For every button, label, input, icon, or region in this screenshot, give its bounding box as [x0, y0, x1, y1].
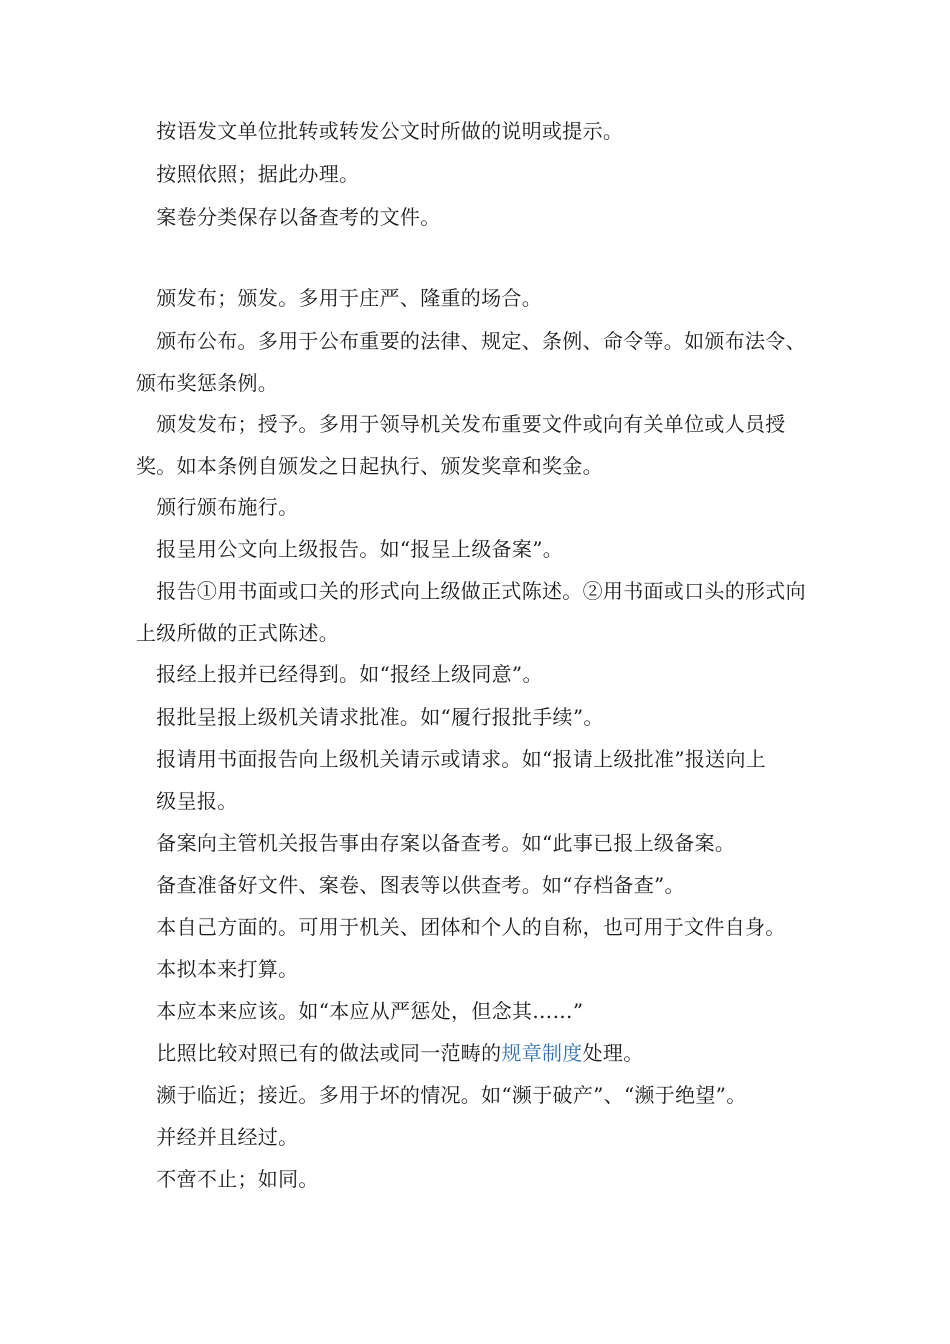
paragraph-bingjing: 并经并且经过。 — [136, 1125, 299, 1149]
paragraph-buchi: 不啻不止；如同。 — [136, 1167, 319, 1191]
paragraph-banfa: 颁发发布；授予。多用于领导机关发布重要文件或向有关单位或人员授奖。如本条例自颁发之日起执行、颁发奖章和奖金。 — [136, 412, 786, 478]
paragraph-baopi: 报批呈报上级机关请求批准。如“履行报批手续”。 — [136, 705, 604, 729]
paragraph-baogao: 报告①用书面或口关的形式向上级做正式陈述。②用书面或口头的形式向上级所做的正式陈述。 — [136, 579, 806, 645]
paragraph-banbu: 颁布公布。多用于公布重要的法律、规定、条例、命令等。如颁布法令、颁布奖惩条例。 — [136, 329, 806, 395]
paragraph-binyu: 濒于临近；接近。多用于坏的情况。如“濒于破产”、“濒于绝望”。 — [136, 1083, 747, 1107]
paragraph-banxing: 颁行颁布施行。 — [136, 495, 299, 519]
paragraph-benni: 本拟本来打算。 — [136, 957, 299, 981]
paragraph-ban: 颁发布；颁发。多用于庄严、隆重的场合。 — [136, 286, 542, 310]
paragraph-anzhao: 按照依照；据此办理。 — [136, 162, 360, 186]
paragraph-baojing: 报经上报并已经得到。如“报经上级同意”。 — [136, 662, 543, 686]
paragraph-baoqing-cont: 级呈报。 — [136, 789, 238, 813]
paragraph-beicha: 备查准备好文件、案卷、图表等以供查考。如“存档备查”。 — [136, 873, 685, 897]
paragraph-bizhao-text: 比照比较对照已有的做法或同一范畴的 — [136, 1041, 502, 1065]
paragraph-beian: 备案向主管机关报告事由存案以备查考。如“此事已报上级备案。 — [136, 831, 736, 855]
paragraph-benying: 本应本来应该。如“本应从严惩处，但念其……” — [136, 999, 584, 1023]
paragraph-ben: 本自己方面的。可用于机关、团体和个人的自称，也可用于文件自身。 — [136, 915, 786, 939]
paragraph-anyu: 按语发文单位批转或转发公文时所做的说明或提示。 — [136, 119, 624, 143]
regulations-link[interactable]: 规章制度 — [501, 1041, 583, 1065]
paragraph-baoqing: 报请用书面报告向上级机关请示或请求。如“报请上级批准”报送向上 — [136, 747, 767, 771]
paragraph-bizhao-tail: 处理。 — [582, 1041, 644, 1065]
paragraph-bizhao — [136, 1032, 826, 1074]
paragraph-anjuan: 案卷分类保存以备查考的文件。 — [136, 205, 441, 229]
paragraph-baocheng: 报呈用公文向上级报告。如“报呈上级备案”。 — [136, 537, 564, 561]
